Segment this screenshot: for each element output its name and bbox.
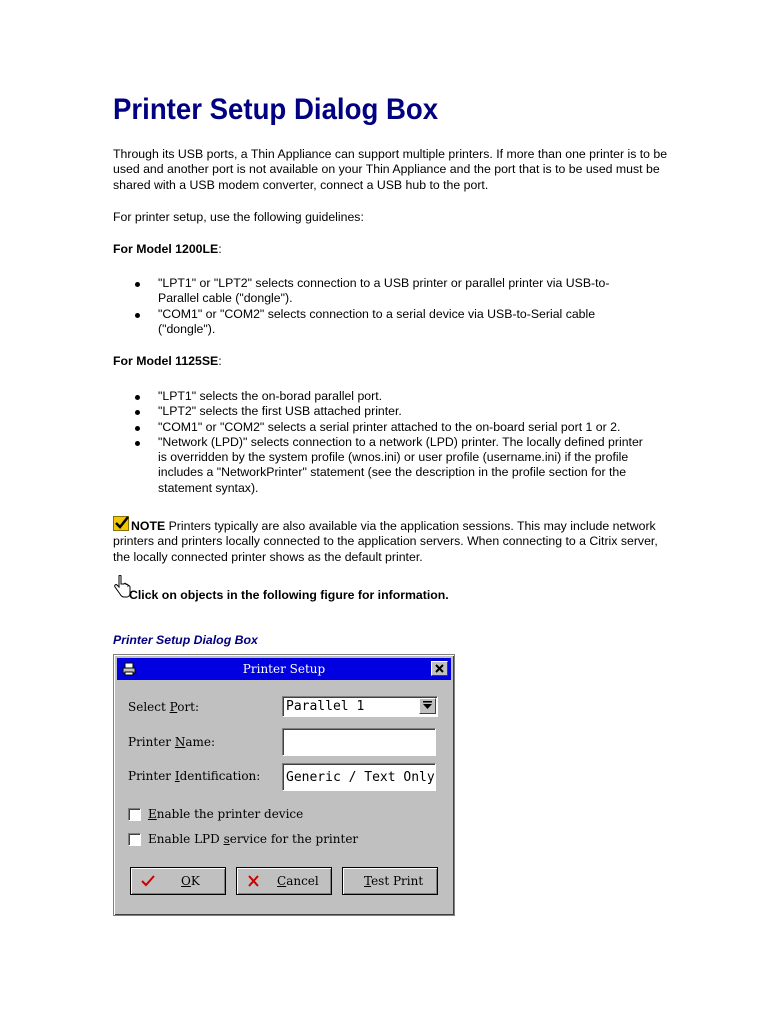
ok-button[interactable] <box>130 867 226 895</box>
cancel-text: ancel <box>286 874 319 888</box>
enable-device-checkbox[interactable] <box>128 808 141 821</box>
note-label: NOTE <box>131 519 166 533</box>
enable-device-mnemonic: E <box>148 807 157 821</box>
model-1200le-list <box>113 276 648 337</box>
printer-id-field[interactable]: Generic / Text Only <box>282 763 436 791</box>
printer-name-label-text: Printer <box>128 735 175 749</box>
select-port-label-text: Select <box>128 700 170 714</box>
chevron-down-icon <box>423 701 432 711</box>
select-port-value: Parallel 1 <box>286 699 365 714</box>
test-print-button[interactable] <box>342 867 438 895</box>
list-item: "LPT2" selects the first USB attached printer. <box>113 404 648 419</box>
cancel-label <box>277 874 319 889</box>
model-1125se-heading-colon: : <box>218 354 222 368</box>
ok-mnemonic: O <box>181 874 191 888</box>
printer-setup-dialog[interactable] <box>113 654 455 916</box>
model-1200le-heading-colon: : <box>218 242 222 256</box>
figure-caption[interactable]: Printer Setup Dialog Box <box>113 633 258 648</box>
enable-lpd-mnemonic: s <box>223 832 230 846</box>
model-1200le-heading-text: For Model 1200LE <box>113 242 219 256</box>
list-item: "COM1" or "COM2" selects connection to a serial device via USB-to-Serial cable ("dongle"). <box>113 307 648 338</box>
checkmark-icon <box>141 875 155 887</box>
page-title: Printer Setup Dialog Box <box>113 93 439 126</box>
select-port-label-mnemonic: P <box>169 700 178 714</box>
close-icon <box>435 664 444 673</box>
dropdown-button[interactable] <box>419 698 436 714</box>
note-check-icon <box>113 516 129 531</box>
printer-id-label-rest: dentification: <box>179 769 261 783</box>
model-1125se-heading <box>113 354 668 369</box>
dialog-titlebar[interactable] <box>117 658 451 680</box>
printer-id-label <box>128 769 260 784</box>
ok-label <box>181 874 200 889</box>
printer-id-label-text: Printer <box>128 769 175 783</box>
note-paragraph <box>113 516 668 565</box>
test-print-mnemonic: T <box>364 874 372 888</box>
test-print-text: est Print <box>371 874 424 888</box>
printer-name-field[interactable] <box>282 728 436 756</box>
click-hint: Click on objects in the following figure for information. <box>129 588 449 602</box>
cancel-mnemonic: C <box>277 874 287 888</box>
printer-name-label-rest: ame: <box>185 735 216 749</box>
cancel-x-icon <box>247 875 260 887</box>
select-port-label-rest: ort: <box>177 700 200 714</box>
enable-device-label[interactable] <box>148 807 303 822</box>
list-item: "LPT1" or "LPT2" selects connection to a USB printer or parallel printer via USB-to-Parallel cable ("dongle"). <box>113 276 648 307</box>
intro-paragraph: Through its USB ports, a Thin Appliance can support multiple printers. If more than one printer is to be used and another port is not available on your Thin Appliance and the port that is to be used must be shared with a USB modem converter, connect a USB hub to the port. <box>113 147 668 192</box>
select-port-dropdown[interactable] <box>282 696 438 717</box>
close-button[interactable] <box>431 661 448 676</box>
list-item: "LPT1" selects the on-borad parallel port. <box>113 389 648 404</box>
enable-device-text: nable the printer device <box>156 807 304 821</box>
model-1125se-heading-text: For Model 1125SE <box>113 354 219 368</box>
enable-lpd-text: Enable LPD <box>148 832 224 846</box>
test-print-label <box>364 874 423 889</box>
list-item: "COM1" or "COM2" selects a serial printer attached to the on-board serial port 1 or 2. <box>113 420 648 435</box>
model-1200le-heading <box>113 242 668 257</box>
printer-name-label-mnemonic: N <box>174 735 186 749</box>
guidelines-intro: For printer setup, use the following guidelines: <box>113 210 364 224</box>
enable-lpd-label[interactable] <box>148 832 358 847</box>
list-item: "Network (LPD)" selects connection to a network (LPD) printer. The locally defined printer is overridden by the system profile (wnos.ini) or user profile (username.ini) if the profile includes a "NetworkPrinter" statement (see the description in the profile section for the statement syntax). <box>113 435 648 496</box>
enable-lpd-rest: ervice for the printer <box>229 832 359 846</box>
cancel-button[interactable] <box>236 867 332 895</box>
dialog-title: Printer Setup <box>242 662 326 676</box>
select-port-label <box>128 700 199 715</box>
printer-id-label-mnemonic: I <box>174 769 180 783</box>
ok-text: K <box>190 874 200 888</box>
enable-lpd-checkbox[interactable] <box>128 833 141 846</box>
printer-name-label <box>128 735 215 750</box>
model-1125se-list <box>113 389 648 496</box>
note-text: Printers typically are also available via the application sessions. This may include network printers and printers locally connected to the application servers. When connecting to a Citrix server, the locally connected printer shows as the default printer. <box>113 519 658 564</box>
